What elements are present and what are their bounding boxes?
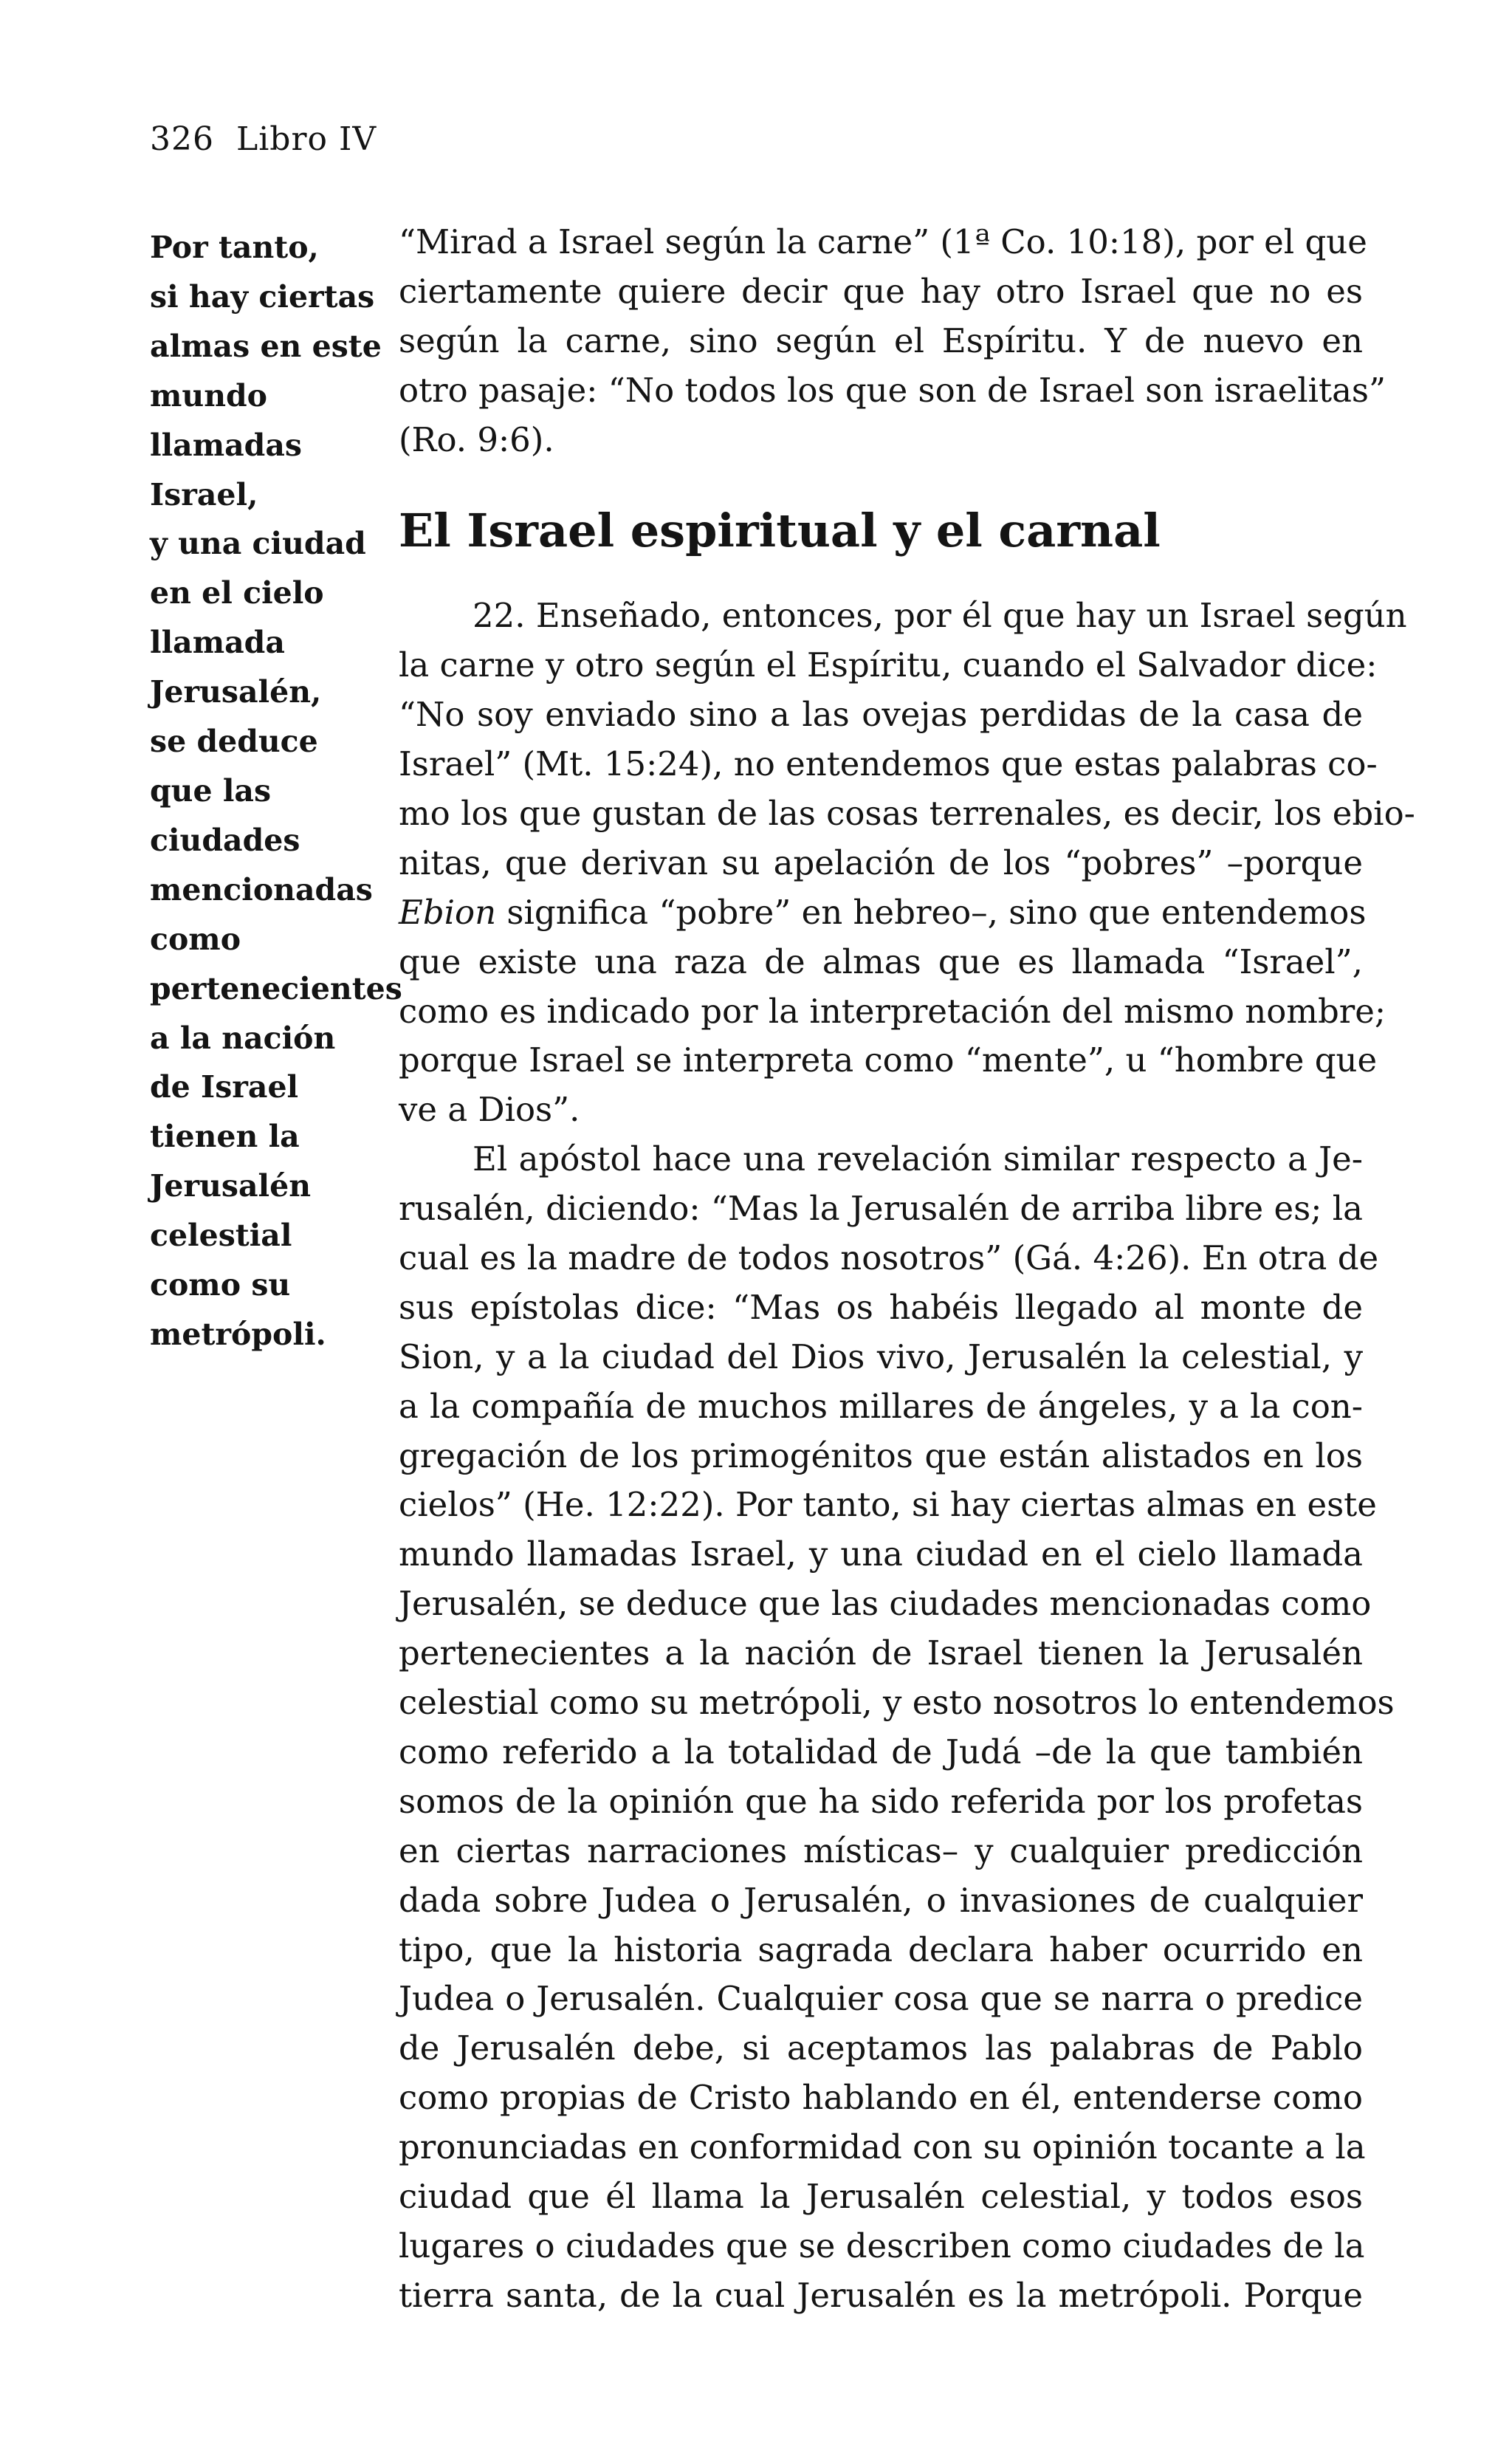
text-line: sus epístolas dice: “Mas os habéis llegado al monte de (399, 1287, 1363, 1327)
text-line: que existe una raza de almas que es llamada “Israel”, (399, 941, 1363, 981)
margin-note-line: en el cielo (150, 575, 324, 611)
text-line: ve a Dios”. (399, 1090, 580, 1130)
text-line: El apóstol hace una revelación similar respecto a Je- (472, 1139, 1363, 1179)
margin-note-line: llamadas (150, 427, 302, 463)
text-line: nitas, que derivan su apelación de los “pobres” –porque (399, 843, 1363, 882)
text-line: dada sobre Judea o Jerusalén, o invasiones de cualquier (399, 1880, 1363, 1920)
margin-note-line: almas en este (150, 328, 382, 364)
text-line: gregación de los primogénitos que están alistados en los (399, 1435, 1363, 1475)
text-line: mundo llamadas Israel, y una ciudad en el cielo llamada (399, 1534, 1363, 1574)
text-line: lugares o ciudades que se describen como ciudades de la (399, 2226, 1365, 2265)
text-line: celestial como su metrópoli, y esto nosotros lo entendemos (399, 1683, 1395, 1723)
text-line: Jerusalén, se deduce que las ciudades mencionadas como (399, 1584, 1372, 1624)
margin-note-line: como (150, 921, 241, 957)
margin-note-line: si hay ciertas (150, 278, 375, 315)
margin-note-line: Jerusalén, (150, 674, 322, 710)
text-line: como propias de Cristo hablando en él, entenderse como (399, 2078, 1363, 2118)
text-line: tierra santa, de la cual Jerusalén es la metrópoli. Porque (399, 2275, 1363, 2315)
text-line: como referido a la totalidad de Judá –de la que también (399, 1732, 1363, 1771)
section-heading: El Israel espiritual y el carnal (399, 504, 1161, 558)
margin-note-line: como su (150, 1267, 291, 1303)
text-line: cielos” (He. 12:22). Por tanto, si hay ciertas almas en este (399, 1485, 1377, 1525)
text-line: otro pasaje: “No todos los que son de Israel son israelitas” (399, 370, 1386, 410)
margin-note (150, 223, 402, 1359)
margin-note-line: y una ciudad (150, 526, 366, 562)
text-line: porque Israel se interpreta como “mente”, u “hombre que (399, 1040, 1378, 1080)
text-line: según la carne, sino según el Espíritu. Y de nuevo en (399, 320, 1363, 360)
text-segment: significa “pobre” en hebreo–, sino que entendemos (496, 892, 1367, 932)
text-line: de Jerusalén debe, si aceptamos las palabras de Pablo (399, 2028, 1363, 2068)
italic-term: Ebion (399, 892, 497, 932)
text-line: somos de la opinión que ha sido referida por los profetas (399, 1781, 1363, 1821)
intro-block (399, 218, 1386, 464)
margin-note-line: que las (150, 772, 272, 809)
paragraph-apostle (399, 1135, 1395, 2320)
text-line: (Ro. 9:6). (399, 419, 554, 459)
margin-note-line: llamada (150, 625, 285, 661)
text-line: Sion, y a la ciudad del Dios vivo, Jerusalén la celestial, y (399, 1337, 1363, 1376)
margin-note-line: Israel, (150, 476, 258, 512)
main-text (399, 218, 1415, 2321)
text-line: Judea o Jerusalén. Cualquier cosa que se narra o predice (399, 1979, 1363, 2019)
margin-note-line: ciudades (150, 822, 300, 858)
text-line: ciertamente quiere decir que hay otro Israel que no es (399, 271, 1363, 311)
text-line: tipo, que la historia sagrada declara haber ocurrido en (399, 1929, 1363, 1969)
text-line: a la compañía de muchos millares de ángeles, y a la con- (399, 1386, 1363, 1426)
text-line: cual es la madre de todos nosotros” (Gá. 4:26). En otra de (399, 1238, 1379, 1278)
margin-note-line: mencionadas (150, 871, 373, 908)
text-line: mo los que gustan de las cosas terrenales, es decir, los ebio- (399, 794, 1415, 834)
text-line (399, 888, 1367, 938)
margin-note-line: tienen la (150, 1119, 300, 1155)
paragraph-22 (399, 591, 1415, 1135)
text-line: como es indicado por la interpretación del mismo nombre; (399, 991, 1386, 1031)
text-line: rusalén, diciendo: “Mas la Jerusalén de arriba libre es; la (399, 1189, 1363, 1229)
margin-note-line: a la nación (150, 1020, 336, 1056)
margin-note-line: de Israel (150, 1069, 299, 1105)
page-number: 326 (150, 120, 214, 158)
margin-note-line: se deduce (150, 724, 318, 760)
text-line: pertenecientes a la nación de Israel tienen la Jerusalén (399, 1633, 1363, 1673)
running-header (150, 120, 377, 158)
text-line: pronunciadas en conformidad con su opinión tocante a la (399, 2127, 1366, 2167)
margin-note-line: mundo (150, 377, 268, 414)
running-title: Libro IV (236, 120, 377, 158)
text-line: en ciertas narraciones místicas– y cualquier predicción (399, 1831, 1363, 1870)
text-line: “Mirad a Israel según la carne” (1ª Co. 10:18), por el que (399, 222, 1367, 261)
text-line: la carne y otro según el Espíritu, cuando el Salvador dice: (399, 645, 1378, 685)
text-line: “No soy enviado sino a las ovejas perdidas de la casa de (399, 695, 1363, 735)
margin-note-line: pertenecientes (150, 970, 402, 1006)
margin-note-line: metrópoli. (150, 1316, 326, 1352)
margin-note-line: Jerusalén (150, 1168, 312, 1204)
margin-note-line: celestial (150, 1218, 292, 1254)
text-line: Israel” (Mt. 15:24), no entendemos que estas palabras co- (399, 744, 1378, 784)
text-line: ciudad que él llama la Jerusalén celestial, y todos esos (399, 2176, 1363, 2216)
text-line: 22. Enseñado, entonces, por él que hay un Israel según (472, 596, 1407, 636)
margin-note-line: Por tanto, (150, 230, 319, 265)
